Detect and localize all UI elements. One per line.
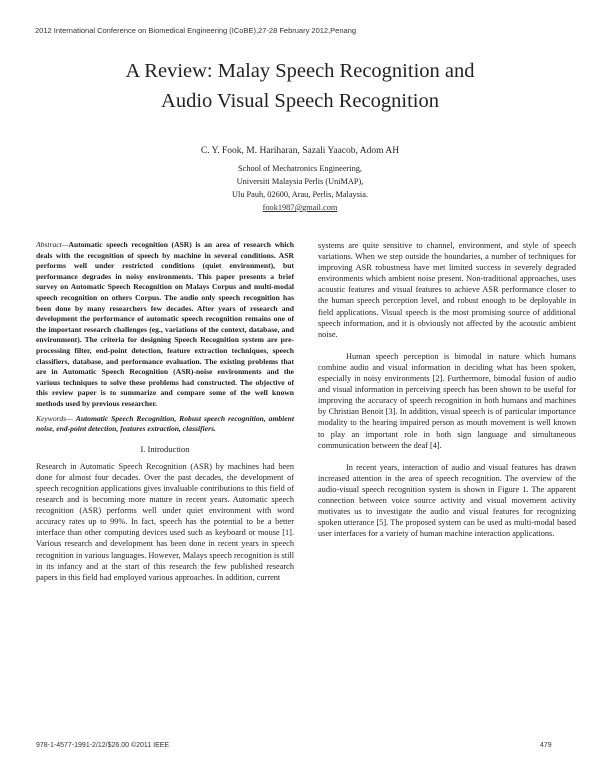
- affiliation-line-2: Universiti Malaysia Perlis (UniMAP),: [236, 177, 364, 186]
- paper-title: [0, 56, 600, 116]
- introduction-paragraph-1: Research in Automatic Speech Recognition (ASR) by machines had been done for almost four decades. Over the past decades, the development of speech recognition applications gives invaluable contributions to this field of research and is becoming more mature in recent years. Automatic speech recognition (ASR) performs well under quiet environment with word accuracy rates up to 99%. In fact, speech has the potential to be a better interface than other computing devices used such as keyboard or mouse [1]. Various research and development has been done in recent years in speech recognition in various languages. However, Malays speech recognition is still in its infancy and at the start of this research the few published research papers in this field had employed various approaches. In addition, current: [36, 461, 294, 582]
- section-heading-introduction: I. Introduction: [140, 443, 190, 454]
- title-line-2: Audio Visual Speech Recognition: [161, 90, 439, 112]
- right-paragraph-2: Human speech perception is bimodal in nature which humans combine audio and visual information in deciding what has been spoken, especially in noisy environments [2]. Furthermore, bimodal fusion of audio and visual information in perceiving speech has been shown to be useful for improving the accuracy of speech recognition in both humans and machines by Christian Benoit [3]. In addition, visual speech is of particular importance modality to the hearing impaired person as mouth movement is well known to play an important role in both sign language and simultaneous communication between the deaf [4].: [318, 351, 576, 450]
- left-column: [36, 240, 294, 583]
- abstract-lead: Abstract—: [36, 240, 69, 249]
- abstract: [36, 240, 294, 410]
- page-number: 479: [540, 742, 552, 749]
- affiliation-line-1: School of Mechatronics Engineering,: [238, 164, 362, 173]
- keywords: [36, 414, 294, 435]
- keywords-lead: Keywords—: [36, 413, 76, 423]
- right-paragraph-1: systems are quite sensitive to channel, environment, and style of speech variations. When we step outside the boundaries, a number of techniques for improving ASR robustness have met limited success in severely degraded environments which ambient noise present. Non-traditional approaches, uses acoustic features and visual features to achieve ASR performance closer to the human speech perception level, and robust enough to be deployable in field applications. Visual speech is the most promising source of additional speech information, and it is obviously not affected by the acoustic ambient noise.: [318, 241, 576, 339]
- conference-header: 2012 International Conference on Biomedical Engineering (ICoBE),27-28 February 2012,Penang: [35, 26, 357, 35]
- authors: C. Y. Fook, M. Hariharan, Sazali Yaacob, Adom AH: [200, 146, 400, 156]
- right-paragraph-3: In recent years, interaction of audio and visual features has drawn increased attention in the area of speech recognition. The overview of the audio-visual speech recognition system is shown in Figure 1. The apparent connection between voice source activity and visual movement activity motivates us to investigate the audio and visual features for recognizing spoken utterance [5]. The proposed system can be used as multi-modal based user interfaces for a variety of human machine interaction applications.: [318, 462, 576, 539]
- author-email-link[interactable]: fook1987@gmail.com: [262, 203, 338, 212]
- keywords-body: Automatic Speech Recognition, Robust speech recognition, ambient noise, end-point detection, features extraction, classifiers.: [36, 413, 294, 434]
- right-column: [318, 240, 576, 539]
- copyright-footer: 978-1-4577-1991-2/12/$26.00 ©2011 IEEE: [36, 742, 170, 749]
- abstract-body: Automatic speech recognition (ASR) is an area of research which deals with the recognition of speech by machine in several conditions. ASR performs well under restricted conditions (quiet environment), but performance degrades in noisy environments. This paper presents a brief survey on Automatic Speech Recognition on Malays Corpus and multi-modal speech recognition on others Corpus. The audio only speech recognition has been done by many researchers few decades. After years of research and development the performance of automatic speech recognition remains one of the important research challenges (eg., variations of the context, database, and environment). The criteria for designing Speech Recognition system are pre-processing filter, end-point detection, feature extraction techniques, speech classifiers, database, and performance evaluation. The existing problems that are in Automatic Speech Recognition (ASR)-noise environments and the various techniques to solve these problems had constructed. The objective of this review paper is to summarize and compare some of the well known methods used by previous researcher.: [36, 240, 294, 408]
- title-line-1: A Review: Malay Speech Recognition and: [125, 60, 475, 82]
- affiliation-line-3: Ulu Pauh, 02600, Arau, Perlis, Malaysia.: [232, 190, 368, 199]
